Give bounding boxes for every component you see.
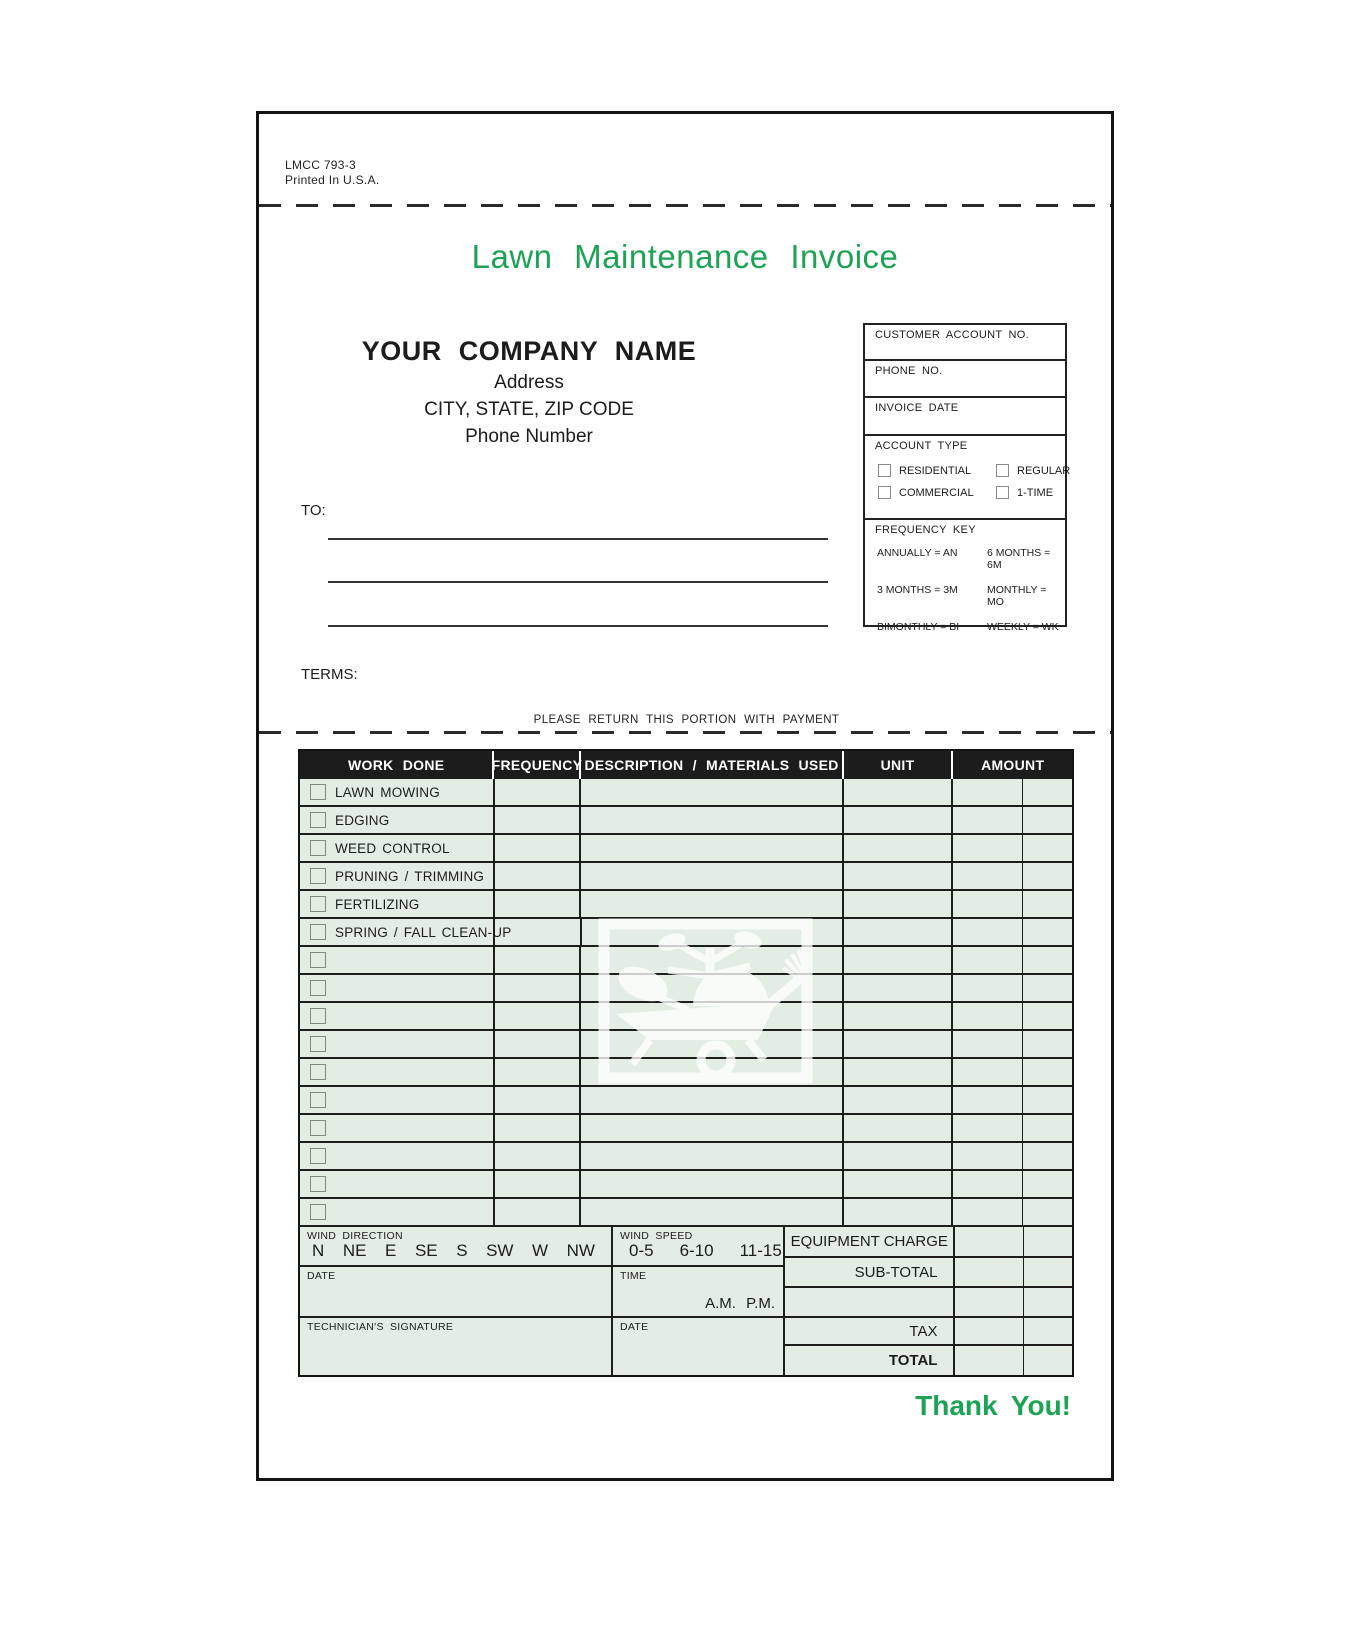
equipment-charge-cents-cell[interactable] xyxy=(1024,1227,1072,1258)
unit-cell[interactable] xyxy=(844,863,954,889)
commercial-label: COMMERCIAL xyxy=(899,486,974,499)
description-cell[interactable] xyxy=(581,1059,843,1085)
description-cell[interactable] xyxy=(581,1199,843,1225)
time-label: TIME xyxy=(620,1270,647,1282)
amount-cents-cell[interactable] xyxy=(1023,1059,1072,1085)
wind-direction-option-s[interactable]: S xyxy=(456,1241,468,1260)
unit-cell[interactable] xyxy=(844,835,954,861)
company-address: Address xyxy=(494,372,564,393)
unit-cell[interactable] xyxy=(844,975,954,1001)
invoice-sheet xyxy=(256,111,1114,1481)
description-cell[interactable] xyxy=(581,947,843,973)
unit-cell[interactable] xyxy=(844,1031,954,1057)
table-row xyxy=(300,1143,1072,1171)
amount-cents-cell[interactable] xyxy=(1023,863,1072,889)
header-description: DESCRIPTION / MATERIALS USED xyxy=(581,751,843,779)
work-item-label: LAWN MOWING xyxy=(335,784,440,800)
amount-dollars-cell[interactable] xyxy=(953,779,1023,805)
work-table-header xyxy=(300,751,1072,779)
description-cell[interactable] xyxy=(581,1087,843,1113)
description-cell[interactable] xyxy=(581,807,843,833)
subtotal-cents-cell[interactable] xyxy=(1024,1258,1072,1288)
total-label: TOTAL xyxy=(888,1352,938,1369)
checkbox-blank[interactable] xyxy=(310,1008,326,1024)
description-cell[interactable] xyxy=(581,1171,843,1197)
frequency-cell[interactable] xyxy=(495,1143,582,1169)
one-time-label: 1-TIME xyxy=(1017,486,1054,499)
amount-cents-cell[interactable] xyxy=(1023,891,1072,917)
terms-label: TERMS: xyxy=(301,666,358,683)
amount-dollars-cell[interactable] xyxy=(953,1171,1023,1197)
amount-dollars-cell[interactable] xyxy=(953,919,1023,945)
checkbox-weed-control[interactable] xyxy=(310,840,326,856)
am-option[interactable]: A.M. xyxy=(705,1295,736,1312)
frequency-cell[interactable] xyxy=(495,1199,582,1225)
frequency-key-annually: ANNUALLY = AN xyxy=(877,547,958,559)
checkbox-commercial[interactable] xyxy=(878,486,891,499)
table-row xyxy=(300,1087,1072,1115)
company-name: YOUR COMPANY NAME xyxy=(361,336,697,366)
description-cell[interactable] xyxy=(581,891,843,917)
amount-dollars-cell[interactable] xyxy=(953,947,1023,973)
frequency-cell[interactable] xyxy=(495,1031,582,1057)
equipment-charge-amount-cell[interactable] xyxy=(955,1227,1023,1258)
description-cell[interactable] xyxy=(581,779,843,805)
amount-dollars-cell[interactable] xyxy=(953,1059,1023,1085)
customer-account-label: CUSTOMER ACCOUNT NO. xyxy=(875,329,1029,341)
phone-label: PHONE NO. xyxy=(875,365,943,377)
account-type-section xyxy=(865,436,1071,520)
checkbox-blank[interactable] xyxy=(310,1148,326,1164)
table-row xyxy=(300,1115,1072,1143)
description-cell[interactable] xyxy=(582,919,844,945)
bill-to-line-2[interactable] xyxy=(328,581,828,583)
wind-direction-option-se[interactable]: SE xyxy=(414,1241,438,1260)
unit-cell[interactable] xyxy=(844,1199,954,1225)
table-row xyxy=(300,779,1072,807)
wind-direction-option-e[interactable]: E xyxy=(385,1241,397,1260)
description-cell[interactable] xyxy=(581,1143,843,1169)
work-item-label: WEED CONTROL xyxy=(335,840,450,856)
checkbox-lawn-mowing[interactable] xyxy=(310,784,326,800)
amount-dollars-cell[interactable] xyxy=(953,1031,1023,1057)
table-row xyxy=(300,891,1072,919)
header-work-done: WORK DONE xyxy=(300,751,494,779)
amount-dollars-cell[interactable] xyxy=(953,835,1023,861)
subtotal-amount-cell[interactable] xyxy=(955,1258,1023,1288)
description-cell[interactable] xyxy=(581,1031,843,1057)
bill-to-line-3[interactable] xyxy=(328,625,828,627)
unit-cell[interactable] xyxy=(844,1171,954,1197)
amount-cents-cell[interactable] xyxy=(1023,807,1072,833)
work-table xyxy=(298,749,1074,1377)
blank-cents-cell[interactable] xyxy=(1024,1288,1072,1318)
frequency-key-6months: 6 MONTHS = 6M xyxy=(987,547,1051,571)
invoice-date-field[interactable] xyxy=(865,398,1065,436)
amount-cents-cell[interactable] xyxy=(1023,1199,1072,1225)
technician-signature-field[interactable] xyxy=(300,1318,613,1375)
invoice-date-label: INVOICE DATE xyxy=(875,402,959,414)
amount-cents-cell[interactable] xyxy=(1023,1115,1072,1141)
wind-direction-option-w[interactable]: W xyxy=(532,1241,549,1260)
company-block xyxy=(259,336,799,448)
amount-cents-cell[interactable] xyxy=(1023,975,1072,1001)
account-type-commercial[interactable] xyxy=(878,486,996,499)
wind-direction-option-sw[interactable]: SW xyxy=(486,1241,514,1260)
account-type-regular[interactable] xyxy=(996,464,1071,477)
table-row xyxy=(300,1199,1072,1227)
blank-money-label xyxy=(785,1288,953,1318)
frequency-cell[interactable] xyxy=(495,779,582,805)
amount-dollars-cell[interactable] xyxy=(953,975,1023,1001)
perforation-line-bottom xyxy=(259,731,1111,734)
unit-cell[interactable] xyxy=(844,1087,954,1113)
work-item-label: SPRING / FALL CLEAN-UP xyxy=(335,924,512,940)
total-amount-cell[interactable] xyxy=(955,1346,1023,1375)
amount-dollars-cell[interactable] xyxy=(953,1003,1023,1029)
account-type-label: ACCOUNT TYPE xyxy=(875,440,968,452)
printed-in: Printed In U.S.A. xyxy=(285,173,380,187)
frequency-cell[interactable] xyxy=(495,947,582,973)
checkbox-spring-fall-cleanup[interactable] xyxy=(310,924,326,940)
wind-speed-option-6-10[interactable]: 6-10 xyxy=(679,1241,714,1260)
unit-cell[interactable] xyxy=(844,919,954,945)
description-cell[interactable] xyxy=(581,835,843,861)
amount-dollars-cell[interactable] xyxy=(953,1115,1023,1141)
frequency-cell[interactable] xyxy=(495,975,582,1001)
pm-option[interactable]: P.M. xyxy=(746,1295,775,1312)
amount-cents-cell[interactable] xyxy=(1023,1143,1072,1169)
amount-cents-cell[interactable] xyxy=(1023,1171,1072,1197)
tax-label: TAX xyxy=(785,1318,953,1346)
table-row xyxy=(300,1171,1072,1199)
checkbox-blank[interactable] xyxy=(310,1092,326,1108)
checkbox-blank[interactable] xyxy=(310,1120,326,1136)
description-cell[interactable] xyxy=(581,1115,843,1141)
thank-you-message: Thank You! xyxy=(915,1390,1071,1421)
customer-account-field[interactable] xyxy=(865,325,1065,361)
frequency-key-weekly: WEEKLY = WK xyxy=(987,621,1059,633)
bill-to-label: TO: xyxy=(301,502,326,519)
checkbox-blank[interactable] xyxy=(310,1204,326,1220)
frequency-key-monthly: MONTHLY = MO xyxy=(987,584,1047,608)
equipment-charge-label: EQUIPMENT CHARGE xyxy=(785,1227,953,1258)
unit-cell[interactable] xyxy=(844,1059,954,1085)
frequency-cell[interactable] xyxy=(495,807,582,833)
wind-direction-option-ne[interactable]: NE xyxy=(342,1241,367,1260)
frequency-key-bimonthly: BIMONTHLY = BI xyxy=(877,621,960,633)
table-row xyxy=(300,1003,1072,1031)
checkbox-blank[interactable] xyxy=(310,980,326,996)
company-phone: Phone Number xyxy=(465,426,593,447)
amount-cents-cell[interactable] xyxy=(1023,1087,1072,1113)
time-field[interactable] xyxy=(613,1267,783,1316)
tax-amount-cell[interactable] xyxy=(955,1318,1023,1346)
bill-to-line-1[interactable] xyxy=(328,538,828,540)
unit-cell[interactable] xyxy=(844,1143,954,1169)
frequency-cell[interactable] xyxy=(495,835,582,861)
technician-signature-label: TECHNICIAN'S SIGNATURE xyxy=(307,1321,454,1333)
unit-cell[interactable] xyxy=(844,1003,954,1029)
frequency-key-3months: 3 MONTHS = 3M xyxy=(877,584,958,596)
wind-speed-label: WIND SPEED xyxy=(620,1230,693,1242)
wind-direction-cell xyxy=(300,1227,613,1265)
table-footer xyxy=(300,1227,1072,1375)
table-row xyxy=(300,1059,1072,1087)
amount-dollars-cell[interactable] xyxy=(953,891,1023,917)
checkbox-residential[interactable] xyxy=(878,464,891,477)
frequency-cell[interactable] xyxy=(495,1087,582,1113)
header-frequency: FREQUENCY xyxy=(494,751,581,779)
form-code: LMCC 793-3 xyxy=(285,158,357,172)
description-cell[interactable] xyxy=(581,975,843,1001)
amount-dollars-cell[interactable] xyxy=(953,1143,1023,1169)
tax-cents-cell[interactable] xyxy=(1024,1318,1072,1346)
perforation-line-top xyxy=(259,204,1111,207)
amount-cents-cell[interactable] xyxy=(1023,1003,1072,1029)
regular-label: REGULAR xyxy=(1017,464,1071,477)
checkbox-blank[interactable] xyxy=(310,1176,326,1192)
work-item-label: EDGING xyxy=(335,812,390,828)
table-row xyxy=(300,807,1072,835)
unit-cell[interactable] xyxy=(844,947,954,973)
total-cents-cell[interactable] xyxy=(1024,1346,1072,1375)
frequency-cell[interactable] xyxy=(495,919,582,945)
work-item-label: PRUNING / TRIMMING xyxy=(335,868,485,884)
checkbox-one-time[interactable] xyxy=(996,486,1009,499)
page-title: Lawn Maintenance Invoice xyxy=(471,238,899,275)
frequency-cell[interactable] xyxy=(495,891,582,917)
unit-cell[interactable] xyxy=(844,779,954,805)
return-payment-notice: PLEASE RETURN THIS PORTION WITH PAYMENT xyxy=(533,714,840,726)
wind-speed-option-11-15[interactable]: 11-15 xyxy=(739,1241,782,1260)
subtotal-label: SUB-TOTAL xyxy=(785,1258,953,1288)
date-field[interactable] xyxy=(300,1267,613,1316)
table-row xyxy=(300,919,1072,947)
blank-amount-cell[interactable] xyxy=(955,1288,1023,1318)
amount-dollars-cell[interactable] xyxy=(953,1087,1023,1113)
checkbox-blank[interactable] xyxy=(310,1064,326,1080)
date-label: DATE xyxy=(307,1270,336,1282)
frequency-cell[interactable] xyxy=(495,1059,582,1085)
table-row xyxy=(300,863,1072,891)
frequency-cell[interactable] xyxy=(495,863,582,889)
checkbox-edging[interactable] xyxy=(310,812,326,828)
wind-speed-cell xyxy=(613,1227,783,1265)
header-unit: UNIT xyxy=(844,751,954,779)
signature-date-field[interactable] xyxy=(613,1318,783,1375)
checkbox-regular[interactable] xyxy=(996,464,1009,477)
frequency-key-section xyxy=(865,520,1065,633)
residential-label: RESIDENTIAL xyxy=(899,464,972,477)
amount-dollars-cell[interactable] xyxy=(953,1199,1023,1225)
wind-direction-option-n[interactable]: N xyxy=(312,1241,325,1260)
wind-direction-label: WIND DIRECTION xyxy=(307,1230,403,1242)
phone-field[interactable] xyxy=(865,361,1065,398)
amount-cents-cell[interactable] xyxy=(1023,835,1072,861)
company-city-state-zip: CITY, STATE, ZIP CODE xyxy=(424,399,634,420)
frequency-cell[interactable] xyxy=(495,1115,582,1141)
frequency-cell[interactable] xyxy=(495,1003,582,1029)
amount-cents-cell[interactable] xyxy=(1023,1031,1072,1057)
amount-dollars-cell[interactable] xyxy=(953,807,1023,833)
account-type-one-time[interactable] xyxy=(996,486,1068,499)
signature-date-label: DATE xyxy=(620,1321,649,1333)
checkbox-fertilizing[interactable] xyxy=(310,896,326,912)
amount-cents-cell[interactable] xyxy=(1023,947,1072,973)
wind-speed-option-0-5[interactable]: 0-5 xyxy=(629,1241,654,1260)
description-cell[interactable] xyxy=(581,863,843,889)
account-info-box xyxy=(863,323,1071,633)
wind-direction-option-nw[interactable]: NW xyxy=(566,1241,595,1260)
unit-cell[interactable] xyxy=(844,807,954,833)
unit-cell[interactable] xyxy=(844,891,954,917)
work-item-label: FERTILIZING xyxy=(335,896,420,912)
account-type-residential[interactable] xyxy=(878,464,996,477)
amount-cents-cell[interactable] xyxy=(1023,779,1072,805)
form-meta xyxy=(285,158,379,188)
header-amount: AMOUNT xyxy=(981,757,1045,773)
table-row xyxy=(300,975,1072,1003)
table-row xyxy=(300,1031,1072,1059)
unit-cell[interactable] xyxy=(844,1115,954,1141)
amount-cents-cell[interactable] xyxy=(1023,919,1072,945)
description-cell[interactable] xyxy=(581,1003,843,1029)
checkbox-blank[interactable] xyxy=(310,952,326,968)
table-row xyxy=(300,947,1072,975)
frequency-cell[interactable] xyxy=(495,1171,582,1197)
amount-dollars-cell[interactable] xyxy=(953,863,1023,889)
checkbox-blank[interactable] xyxy=(310,1036,326,1052)
frequency-key-label: FREQUENCY KEY xyxy=(875,524,976,536)
table-row xyxy=(300,835,1072,863)
checkbox-pruning-trimming[interactable] xyxy=(310,868,326,884)
